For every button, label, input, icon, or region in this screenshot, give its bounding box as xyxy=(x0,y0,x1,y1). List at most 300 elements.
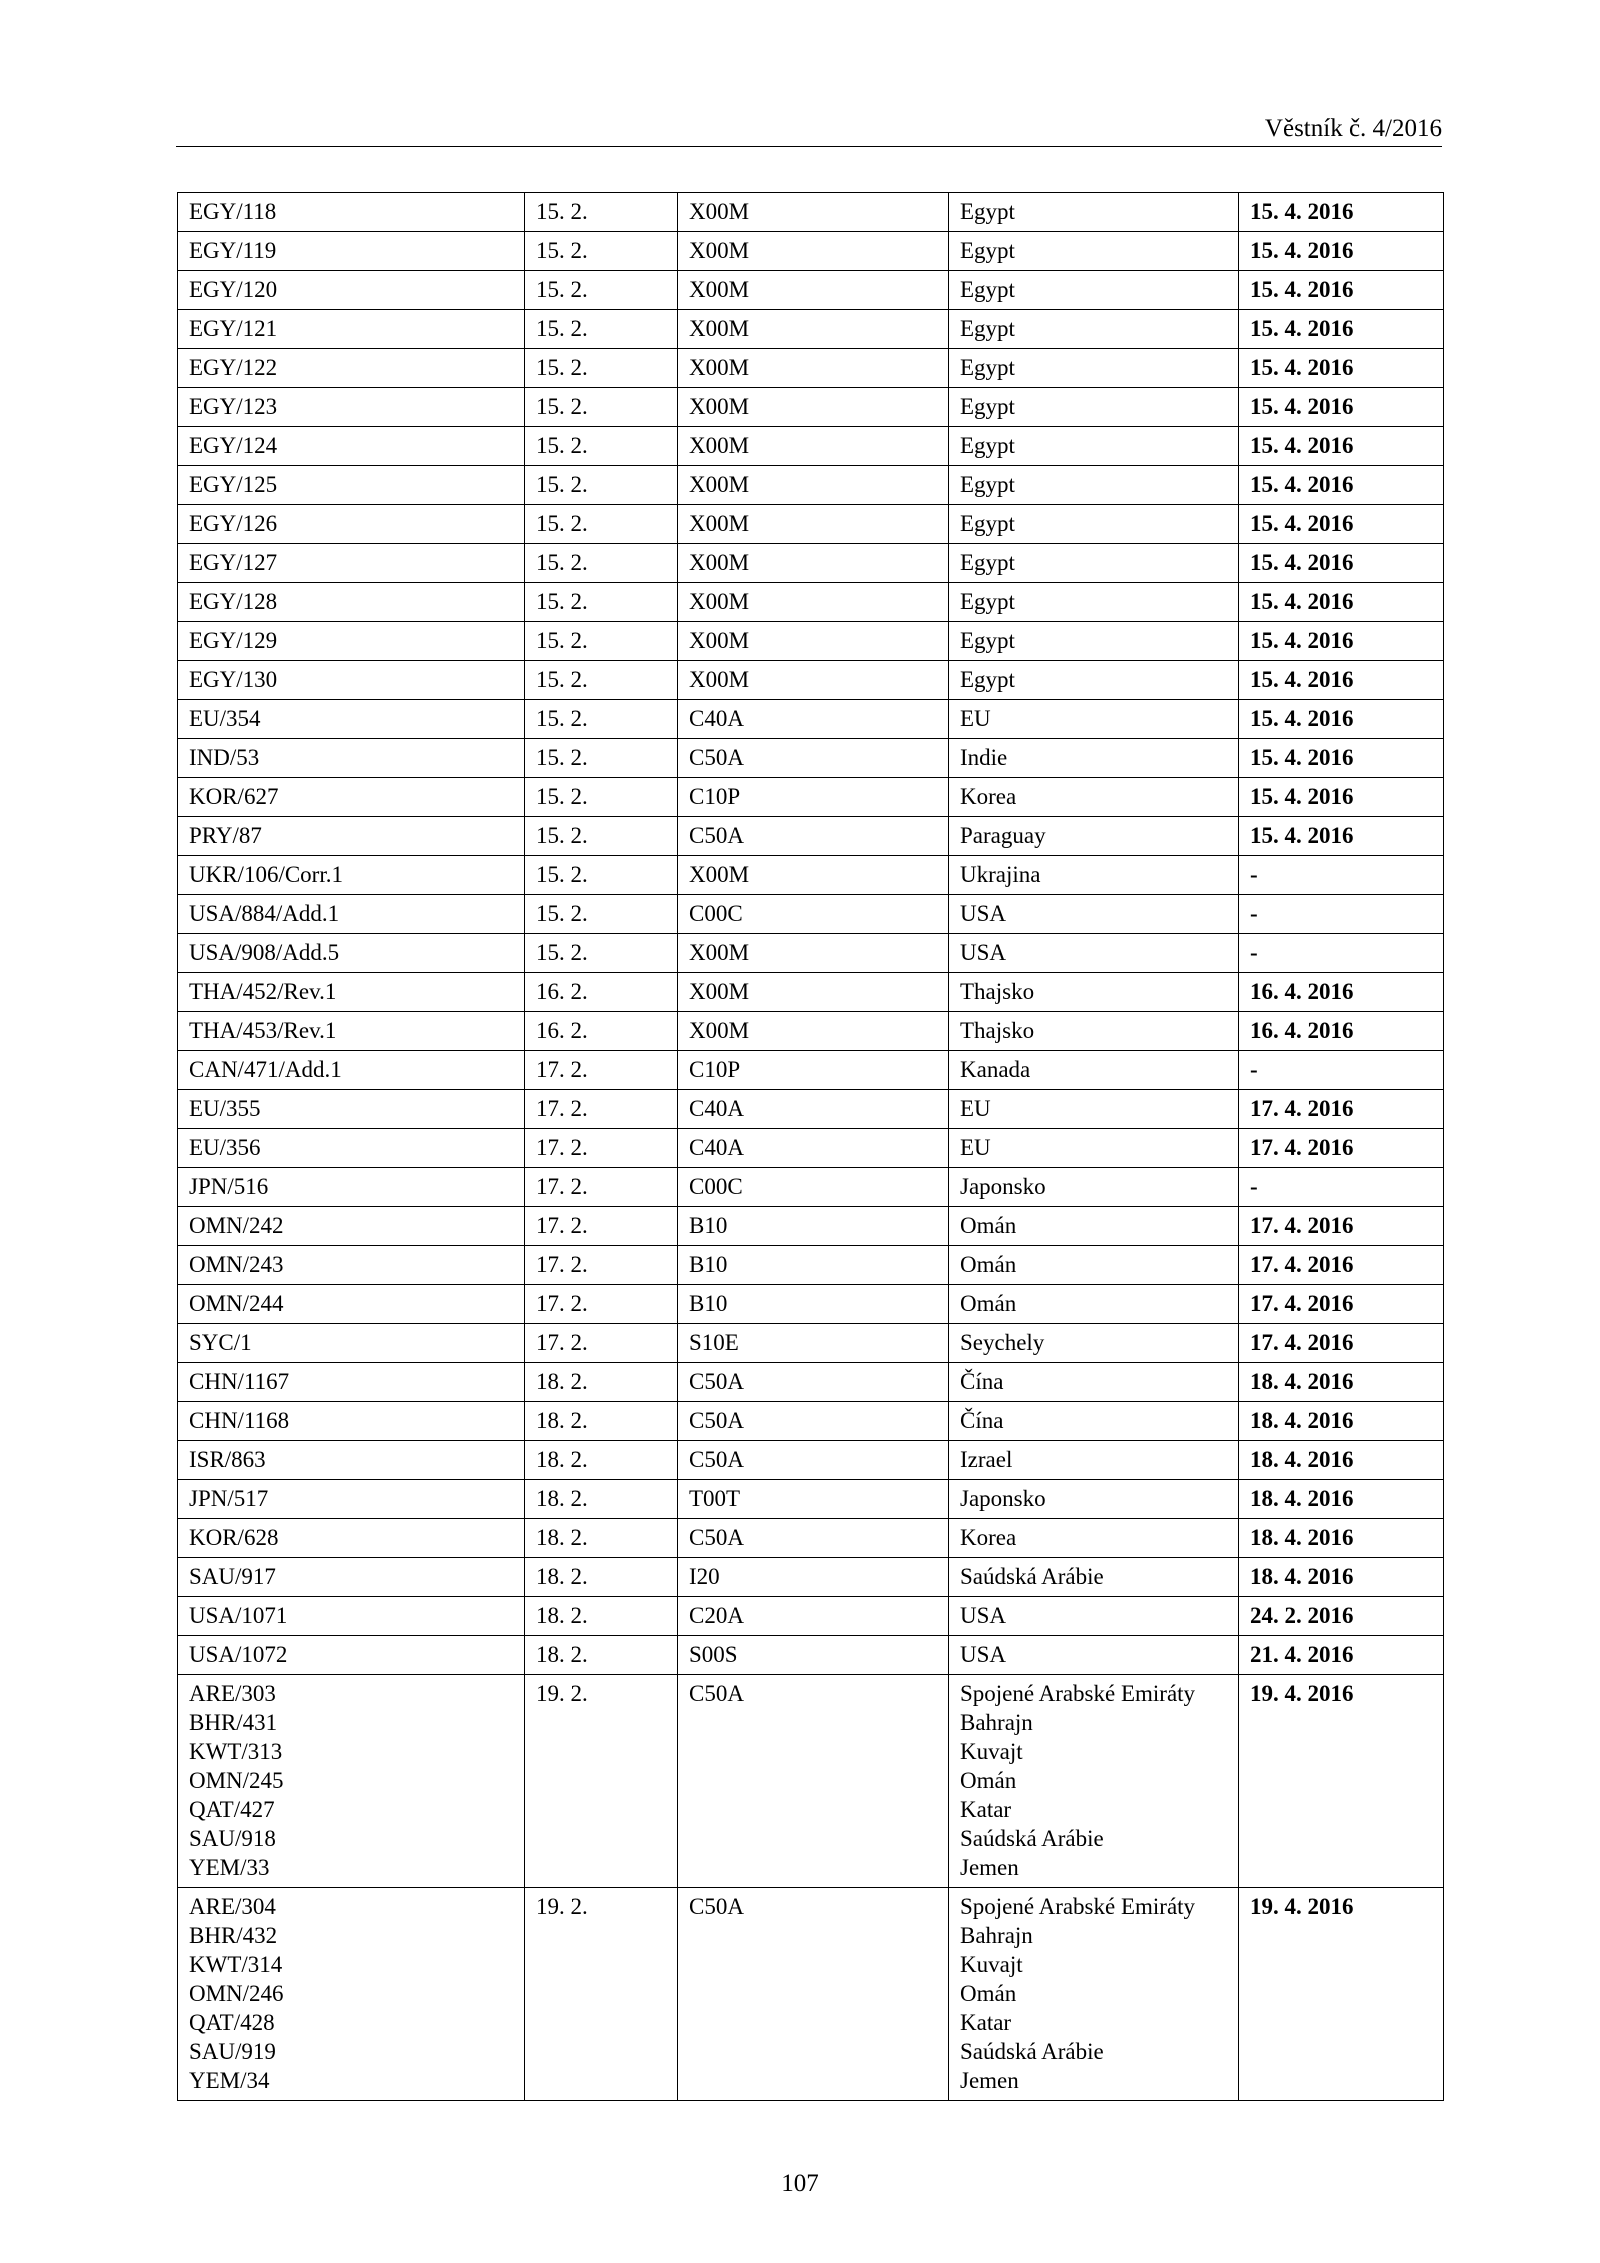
symbol-cell-line: EGY/118 xyxy=(189,199,277,224)
country-cell xyxy=(949,505,1239,544)
date-cell: 15. 2. xyxy=(525,622,678,661)
date-cell: 18. 2. xyxy=(525,1636,678,1675)
country-cell xyxy=(949,1636,1239,1675)
table-row xyxy=(178,1207,1444,1246)
table-row xyxy=(178,232,1444,271)
country-cell-line: Saúdská Arábie xyxy=(960,1826,1104,1851)
date-cell: 15. 2. xyxy=(525,505,678,544)
symbol-cell-line: OMN/242 xyxy=(189,1213,284,1238)
country-cell xyxy=(949,388,1239,427)
page-header-title: Věstník č. 4/2016 xyxy=(1264,115,1442,142)
deadline-cell: 16. 4. 2016 xyxy=(1239,1012,1444,1051)
symbol-cell xyxy=(178,349,525,388)
country-cell xyxy=(949,310,1239,349)
date-cell: 15. 2. xyxy=(525,817,678,856)
country-cell xyxy=(949,934,1239,973)
code-cell: X00M xyxy=(678,973,949,1012)
country-cell-line: Ukrajina xyxy=(960,862,1041,887)
table-row xyxy=(178,427,1444,466)
code-cell: S00S xyxy=(678,1636,949,1675)
code-cell: C00C xyxy=(678,895,949,934)
symbol-cell xyxy=(178,1207,525,1246)
country-cell xyxy=(949,1597,1239,1636)
code-cell: X00M xyxy=(678,622,949,661)
table-row xyxy=(178,934,1444,973)
code-cell: I20 xyxy=(678,1558,949,1597)
country-cell xyxy=(949,1402,1239,1441)
symbol-cell xyxy=(178,1168,525,1207)
country-cell-line: Omán xyxy=(960,1981,1017,2006)
symbol-cell xyxy=(178,895,525,934)
country-cell xyxy=(949,1129,1239,1168)
symbol-cell-line: JPN/517 xyxy=(189,1486,269,1511)
code-cell: B10 xyxy=(678,1285,949,1324)
country-cell-line: Indie xyxy=(960,745,1008,770)
table-row xyxy=(178,1402,1444,1441)
symbol-cell-line: EGY/119 xyxy=(189,238,277,263)
code-cell: B10 xyxy=(678,1246,949,1285)
code-cell: X00M xyxy=(678,856,949,895)
table-row xyxy=(178,310,1444,349)
table-row xyxy=(178,466,1444,505)
date-cell: 15. 2. xyxy=(525,661,678,700)
symbol-cell-line: EGY/123 xyxy=(189,394,278,419)
date-cell: 19. 2. xyxy=(525,1675,678,1888)
deadline-cell: 18. 4. 2016 xyxy=(1239,1441,1444,1480)
date-cell: 15. 2. xyxy=(525,349,678,388)
deadline-cell: - xyxy=(1239,856,1444,895)
symbol-cell-line: EGY/126 xyxy=(189,511,278,536)
table-row xyxy=(178,1480,1444,1519)
deadline-cell: - xyxy=(1239,1168,1444,1207)
symbol-cell xyxy=(178,1402,525,1441)
country-cell-line: Egypt xyxy=(960,667,1015,692)
country-cell xyxy=(949,856,1239,895)
table-row xyxy=(178,1441,1444,1480)
country-cell-line: Japonsko xyxy=(960,1174,1046,1199)
code-cell: C50A xyxy=(678,1441,949,1480)
symbol-cell xyxy=(178,817,525,856)
date-cell: 18. 2. xyxy=(525,1519,678,1558)
deadline-cell: 18. 4. 2016 xyxy=(1239,1519,1444,1558)
date-cell: 18. 2. xyxy=(525,1363,678,1402)
symbol-cell-line: EU/354 xyxy=(189,706,261,731)
country-cell xyxy=(949,895,1239,934)
symbol-cell xyxy=(178,1246,525,1285)
country-cell-line: Egypt xyxy=(960,355,1015,380)
date-cell: 18. 2. xyxy=(525,1597,678,1636)
table-row xyxy=(178,1324,1444,1363)
deadline-cell: 15. 4. 2016 xyxy=(1239,505,1444,544)
date-cell: 18. 2. xyxy=(525,1402,678,1441)
country-cell xyxy=(949,193,1239,232)
country-cell xyxy=(949,232,1239,271)
table-row xyxy=(178,1675,1444,1888)
symbol-cell xyxy=(178,1090,525,1129)
country-cell-line: Čína xyxy=(960,1408,1004,1433)
deadline-cell: 17. 4. 2016 xyxy=(1239,1090,1444,1129)
deadline-cell: 15. 4. 2016 xyxy=(1239,700,1444,739)
country-cell xyxy=(949,1888,1239,2101)
deadline-cell: 15. 4. 2016 xyxy=(1239,193,1444,232)
symbol-cell xyxy=(178,1129,525,1168)
deadline-cell: 15. 4. 2016 xyxy=(1239,622,1444,661)
code-cell: C50A xyxy=(678,1519,949,1558)
country-cell-line: USA xyxy=(960,901,1007,926)
symbol-cell-line: QAT/428 xyxy=(189,2010,275,2035)
deadline-cell: 15. 4. 2016 xyxy=(1239,661,1444,700)
symbol-cell-line: PRY/87 xyxy=(189,823,262,848)
country-cell-line: Saúdská Arábie xyxy=(960,2039,1104,2064)
date-cell: 19. 2. xyxy=(525,1888,678,2101)
country-cell-line: Egypt xyxy=(960,394,1015,419)
table-row xyxy=(178,388,1444,427)
table-row xyxy=(178,895,1444,934)
code-cell: C40A xyxy=(678,1090,949,1129)
country-cell-line: Egypt xyxy=(960,589,1015,614)
table-row xyxy=(178,1129,1444,1168)
date-cell: 17. 2. xyxy=(525,1051,678,1090)
country-cell-line: Korea xyxy=(960,784,1017,809)
symbol-cell-line: ARE/303 xyxy=(189,1681,276,1706)
deadline-cell: 17. 4. 2016 xyxy=(1239,1129,1444,1168)
table-row xyxy=(178,1363,1444,1402)
country-cell-line: Egypt xyxy=(960,550,1015,575)
country-cell xyxy=(949,349,1239,388)
country-cell-line: Spojené Arabské Emiráty xyxy=(960,1894,1196,1919)
symbol-cell xyxy=(178,466,525,505)
code-cell: C50A xyxy=(678,739,949,778)
code-cell: C10P xyxy=(678,1051,949,1090)
table-row xyxy=(178,1519,1444,1558)
symbol-cell-line: EGY/122 xyxy=(189,355,278,380)
symbol-cell-line: SAU/919 xyxy=(189,2039,276,2064)
deadline-cell: 18. 4. 2016 xyxy=(1239,1558,1444,1597)
country-cell-line: USA xyxy=(960,940,1007,965)
country-cell-line: Spojené Arabské Emiráty xyxy=(960,1681,1196,1706)
country-cell xyxy=(949,271,1239,310)
date-cell: 15. 2. xyxy=(525,232,678,271)
date-cell: 15. 2. xyxy=(525,583,678,622)
symbol-cell-line: EGY/130 xyxy=(189,667,278,692)
notification-table xyxy=(177,192,1444,2101)
deadline-cell: 15. 4. 2016 xyxy=(1239,817,1444,856)
symbol-cell-line: THA/453/Rev.1 xyxy=(189,1018,337,1043)
symbol-cell-line: USA/1071 xyxy=(189,1603,288,1628)
symbol-cell xyxy=(178,1519,525,1558)
table-row xyxy=(178,583,1444,622)
table-row xyxy=(178,1012,1444,1051)
symbol-cell xyxy=(178,934,525,973)
country-cell-line: Kanada xyxy=(960,1057,1031,1082)
symbol-cell xyxy=(178,1636,525,1675)
symbol-cell-line: JPN/516 xyxy=(189,1174,269,1199)
deadline-cell: 18. 4. 2016 xyxy=(1239,1402,1444,1441)
country-cell xyxy=(949,1675,1239,1888)
country-cell-line: Egypt xyxy=(960,238,1015,263)
country-cell-line: Egypt xyxy=(960,511,1015,536)
deadline-cell: 17. 4. 2016 xyxy=(1239,1246,1444,1285)
country-cell xyxy=(949,1363,1239,1402)
country-cell-line: Čína xyxy=(960,1369,1004,1394)
deadline-cell: 15. 4. 2016 xyxy=(1239,349,1444,388)
country-cell xyxy=(949,1168,1239,1207)
symbol-cell xyxy=(178,1363,525,1402)
symbol-cell-line: EGY/120 xyxy=(189,277,278,302)
country-cell-line: Bahrajn xyxy=(960,1923,1033,1948)
country-cell-line: EU xyxy=(960,706,991,731)
date-cell: 16. 2. xyxy=(525,1012,678,1051)
country-cell-line: USA xyxy=(960,1603,1007,1628)
symbol-cell-line: KWT/313 xyxy=(189,1739,283,1764)
symbol-cell xyxy=(178,778,525,817)
code-cell: X00M xyxy=(678,349,949,388)
code-cell: X00M xyxy=(678,583,949,622)
date-cell: 15. 2. xyxy=(525,544,678,583)
symbol-cell xyxy=(178,1675,525,1888)
country-cell-line: Saúdská Arábie xyxy=(960,1564,1104,1589)
deadline-cell: 15. 4. 2016 xyxy=(1239,232,1444,271)
date-cell: 17. 2. xyxy=(525,1168,678,1207)
country-cell xyxy=(949,1207,1239,1246)
deadline-cell: 15. 4. 2016 xyxy=(1239,583,1444,622)
deadline-cell: 15. 4. 2016 xyxy=(1239,271,1444,310)
symbol-cell xyxy=(178,1480,525,1519)
symbol-cell-line: OMN/243 xyxy=(189,1252,284,1277)
symbol-cell-line: OMN/245 xyxy=(189,1768,284,1793)
symbol-cell xyxy=(178,271,525,310)
symbol-cell-line: EGY/128 xyxy=(189,589,278,614)
symbol-cell xyxy=(178,583,525,622)
symbol-cell-line: KOR/627 xyxy=(189,784,279,809)
country-cell xyxy=(949,466,1239,505)
table-row xyxy=(178,271,1444,310)
country-cell xyxy=(949,817,1239,856)
deadline-cell: 15. 4. 2016 xyxy=(1239,310,1444,349)
date-cell: 17. 2. xyxy=(525,1324,678,1363)
country-cell-line: Egypt xyxy=(960,277,1015,302)
symbol-cell xyxy=(178,1051,525,1090)
table-row xyxy=(178,778,1444,817)
code-cell: X00M xyxy=(678,271,949,310)
symbol-cell-line: BHR/432 xyxy=(189,1923,278,1948)
table-row xyxy=(178,1636,1444,1675)
country-cell-line: Egypt xyxy=(960,433,1015,458)
code-cell: X00M xyxy=(678,505,949,544)
country-cell-line: Paraguay xyxy=(960,823,1046,848)
table-row xyxy=(178,1168,1444,1207)
symbol-cell xyxy=(178,544,525,583)
symbol-cell-line: IND/53 xyxy=(189,745,260,770)
page-header xyxy=(176,112,1442,147)
symbol-cell xyxy=(178,1597,525,1636)
code-cell: T00T xyxy=(678,1480,949,1519)
date-cell: 15. 2. xyxy=(525,739,678,778)
symbol-cell-line: SAU/918 xyxy=(189,1826,276,1851)
deadline-cell: 17. 4. 2016 xyxy=(1239,1207,1444,1246)
symbol-cell-line: CAN/471/Add.1 xyxy=(189,1057,342,1082)
symbol-cell xyxy=(178,700,525,739)
country-cell xyxy=(949,1090,1239,1129)
symbol-cell xyxy=(178,1324,525,1363)
country-cell-line: USA xyxy=(960,1642,1007,1667)
country-cell xyxy=(949,1480,1239,1519)
code-cell: X00M xyxy=(678,544,949,583)
code-cell: X00M xyxy=(678,661,949,700)
symbol-cell xyxy=(178,388,525,427)
country-cell-line: Japonsko xyxy=(960,1486,1046,1511)
table-row xyxy=(178,505,1444,544)
deadline-cell: 16. 4. 2016 xyxy=(1239,973,1444,1012)
symbol-cell-line: EGY/129 xyxy=(189,628,278,653)
deadline-cell: - xyxy=(1239,934,1444,973)
table-row xyxy=(178,544,1444,583)
table-row xyxy=(178,622,1444,661)
table-row xyxy=(178,1597,1444,1636)
country-cell-line: Thajsko xyxy=(960,1018,1035,1043)
date-cell: 15. 2. xyxy=(525,310,678,349)
country-cell-line: Kuvajt xyxy=(960,1952,1023,1977)
country-cell-line: Izrael xyxy=(960,1447,1013,1472)
country-cell-line: Omán xyxy=(960,1252,1017,1277)
symbol-cell-line: THA/452/Rev.1 xyxy=(189,979,337,1004)
table-row xyxy=(178,1051,1444,1090)
date-cell: 17. 2. xyxy=(525,1207,678,1246)
country-cell-line: Kuvajt xyxy=(960,1739,1023,1764)
symbol-cell-line: USA/908/Add.5 xyxy=(189,940,340,965)
symbol-cell-line: BHR/431 xyxy=(189,1710,278,1735)
country-cell-line: Egypt xyxy=(960,472,1015,497)
country-cell xyxy=(949,622,1239,661)
country-cell xyxy=(949,700,1239,739)
code-cell: B10 xyxy=(678,1207,949,1246)
code-cell: C50A xyxy=(678,817,949,856)
table-row xyxy=(178,739,1444,778)
table-row xyxy=(178,1246,1444,1285)
symbol-cell xyxy=(178,427,525,466)
date-cell: 18. 2. xyxy=(525,1480,678,1519)
code-cell: X00M xyxy=(678,193,949,232)
symbol-cell xyxy=(178,739,525,778)
country-cell-line: Omán xyxy=(960,1768,1017,1793)
country-cell-line: Jemen xyxy=(960,1855,1019,1880)
deadline-cell: 24. 2. 2016 xyxy=(1239,1597,1444,1636)
symbol-cell xyxy=(178,232,525,271)
deadline-cell: 21. 4. 2016 xyxy=(1239,1636,1444,1675)
country-cell xyxy=(949,973,1239,1012)
deadline-cell: 17. 4. 2016 xyxy=(1239,1285,1444,1324)
symbol-cell-line: EGY/124 xyxy=(189,433,278,458)
country-cell-line: Omán xyxy=(960,1291,1017,1316)
code-cell: C40A xyxy=(678,1129,949,1168)
symbol-cell-line: KOR/628 xyxy=(189,1525,279,1550)
table-row xyxy=(178,1888,1444,2101)
table-row xyxy=(178,1558,1444,1597)
country-cell xyxy=(949,1519,1239,1558)
country-cell xyxy=(949,1324,1239,1363)
code-cell: C50A xyxy=(678,1363,949,1402)
country-cell-line: Jemen xyxy=(960,2068,1019,2093)
date-cell: 17. 2. xyxy=(525,1090,678,1129)
symbol-cell-line: EGY/125 xyxy=(189,472,278,497)
table-row xyxy=(178,193,1444,232)
country-cell-line: EU xyxy=(960,1096,991,1121)
deadline-cell: 17. 4. 2016 xyxy=(1239,1324,1444,1363)
symbol-cell xyxy=(178,505,525,544)
deadline-cell: 15. 4. 2016 xyxy=(1239,388,1444,427)
country-cell-line: Egypt xyxy=(960,316,1015,341)
country-cell-line: EU xyxy=(960,1135,991,1160)
table-row xyxy=(178,661,1444,700)
table-row xyxy=(178,349,1444,388)
symbol-cell-line: QAT/427 xyxy=(189,1797,275,1822)
date-cell: 16. 2. xyxy=(525,973,678,1012)
table-row xyxy=(178,973,1444,1012)
date-cell: 17. 2. xyxy=(525,1129,678,1168)
code-cell: C50A xyxy=(678,1888,949,2101)
country-cell xyxy=(949,583,1239,622)
code-cell: X00M xyxy=(678,934,949,973)
date-cell: 17. 2. xyxy=(525,1285,678,1324)
symbol-cell-line: SAU/917 xyxy=(189,1564,276,1589)
symbol-cell-line: YEM/33 xyxy=(189,1855,270,1880)
symbol-cell xyxy=(178,193,525,232)
symbol-cell-line: EGY/121 xyxy=(189,316,278,341)
symbol-cell xyxy=(178,1441,525,1480)
code-cell: X00M xyxy=(678,388,949,427)
code-cell: C00C xyxy=(678,1168,949,1207)
symbol-cell-line: OMN/244 xyxy=(189,1291,284,1316)
date-cell: 18. 2. xyxy=(525,1441,678,1480)
date-cell: 15. 2. xyxy=(525,856,678,895)
deadline-cell: 18. 4. 2016 xyxy=(1239,1480,1444,1519)
code-cell: C20A xyxy=(678,1597,949,1636)
deadline-cell: 15. 4. 2016 xyxy=(1239,466,1444,505)
country-cell xyxy=(949,427,1239,466)
symbol-cell-line: OMN/246 xyxy=(189,1981,284,2006)
deadline-cell: 15. 4. 2016 xyxy=(1239,544,1444,583)
deadline-cell: 18. 4. 2016 xyxy=(1239,1363,1444,1402)
date-cell: 15. 2. xyxy=(525,895,678,934)
code-cell: X00M xyxy=(678,466,949,505)
country-cell-line: Korea xyxy=(960,1525,1017,1550)
symbol-cell-line: EGY/127 xyxy=(189,550,278,575)
deadline-cell: - xyxy=(1239,895,1444,934)
deadline-cell: - xyxy=(1239,1051,1444,1090)
symbol-cell xyxy=(178,310,525,349)
country-cell xyxy=(949,661,1239,700)
deadline-cell: 19. 4. 2016 xyxy=(1239,1675,1444,1888)
symbol-cell-line: EU/355 xyxy=(189,1096,261,1121)
code-cell: X00M xyxy=(678,427,949,466)
country-cell-line: Egypt xyxy=(960,628,1015,653)
symbol-cell-line: ISR/863 xyxy=(189,1447,266,1472)
code-cell: C50A xyxy=(678,1675,949,1888)
date-cell: 15. 2. xyxy=(525,934,678,973)
date-cell: 15. 2. xyxy=(525,700,678,739)
date-cell: 15. 2. xyxy=(525,388,678,427)
deadline-cell: 19. 4. 2016 xyxy=(1239,1888,1444,2101)
code-cell: C50A xyxy=(678,1402,949,1441)
date-cell: 15. 2. xyxy=(525,466,678,505)
country-cell xyxy=(949,1558,1239,1597)
code-cell: X00M xyxy=(678,1012,949,1051)
code-cell: C10P xyxy=(678,778,949,817)
symbol-cell-line: USA/1072 xyxy=(189,1642,288,1667)
country-cell xyxy=(949,1285,1239,1324)
symbol-cell xyxy=(178,622,525,661)
symbol-cell-line: KWT/314 xyxy=(189,1952,283,1977)
